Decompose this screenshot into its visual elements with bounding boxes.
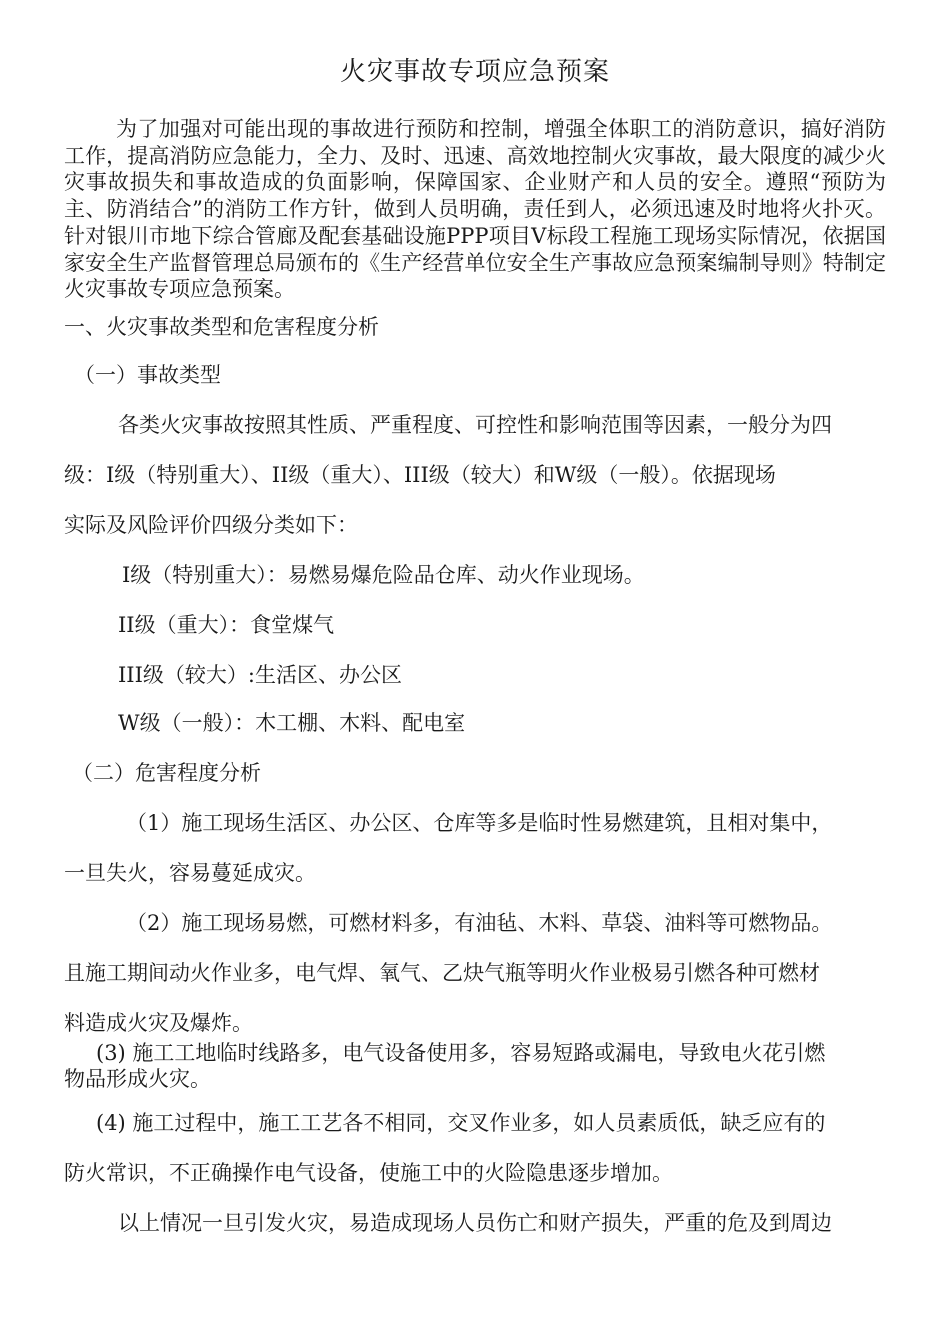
hazard-item-3-line-1: (3) 施工工地临时线路多，电气设备使用多，容易短路或漏电，导致电火花引燃: [96, 1041, 826, 1065]
hazard-item-1-line-2: 一旦失火，容易蔓延成灾。: [64, 861, 316, 885]
level-item-4: W级（一般）：木工棚、木料、配电室: [118, 711, 466, 735]
level-item-1: I级（特别重大）：易燃易爆危险品仓库、动火作业现场。: [122, 563, 645, 587]
accident-types-paragraph-line-2: 级：I级（特别重大）、II级（重大）、III级（较大）和W级（一般）。依据现场: [64, 463, 776, 487]
subsection-heading-hazard-analysis: （二）危害程度分析: [72, 761, 261, 785]
hazard-item-4-line-1: (4) 施工过程中，施工工艺各不相同，交叉作业多，如人员素质低，缺乏应有的: [96, 1111, 826, 1135]
subsection-heading-accident-types: （一）事故类型: [74, 363, 221, 387]
hazard-item-3-line-2: 物品形成火灾。: [64, 1067, 211, 1091]
level-item-3: III级（较大）:生活区、办公区: [118, 663, 402, 687]
level-item-2: II级（重大）：食堂煤气: [118, 613, 335, 637]
accident-types-paragraph-line-1: 各类火灾事故按照其性质、严重程度、可控性和影响范围等因素，一般分为四: [118, 413, 832, 437]
section-heading: 一、火灾事故类型和危害程度分析: [64, 315, 379, 339]
hazard-item-2-line-2: 且施工期间动火作业多，电气焊、氧气、乙炔气瓶等明火作业极易引燃各种可燃材: [64, 961, 820, 985]
accident-types-paragraph-line-3: 实际及风险评价四级分类如下：: [64, 513, 358, 537]
hazard-item-2-line-3: 料造成火灾及爆炸。: [64, 1011, 253, 1035]
hazard-item-2-line-1: （2）施工现场易燃，可燃材料多，有油毡、木料、草袋、油料等可燃物品。: [126, 911, 833, 935]
hazard-summary-line-1: 以上情况一旦引发火灾，易造成现场人员伤亡和财产损失，严重的危及到周边: [118, 1211, 832, 1235]
intro-paragraph: 为了加强对可能出现的事故进行预防和控制，增强全体职工的消防意识，搞好消防工作，提高消防应急能力，全力、及时、迅速、高效地控制火灾事故，最大限度的减少火灾事故损失和事故造成的负面影响，保障国家、企业财产和人员的安全。遵照“预防为主、防消结合”的消防工作方针，做到人员明确，责任到人，必须迅速及时地将火扑灭。针对银川市地下综合管廊及配套基础设施PPP项目V标段工程施工现场实际情况，依据国家安全生产监督管理总局颁布的《生产经营单位安全生产事故应急预案编制导则》特制定火灾事故专项应急预案。: [64, 117, 886, 302]
hazard-item-4-line-2: 防火常识，不正确操作电气设备，使施工中的火险隐患逐步增加。: [64, 1161, 673, 1185]
document-title: 火灾事故专项应急预案: [339, 57, 610, 87]
hazard-item-1-line-1: （1）施工现场生活区、办公区、仓库等多是临时性易燃建筑，且相对集中，: [126, 811, 833, 835]
